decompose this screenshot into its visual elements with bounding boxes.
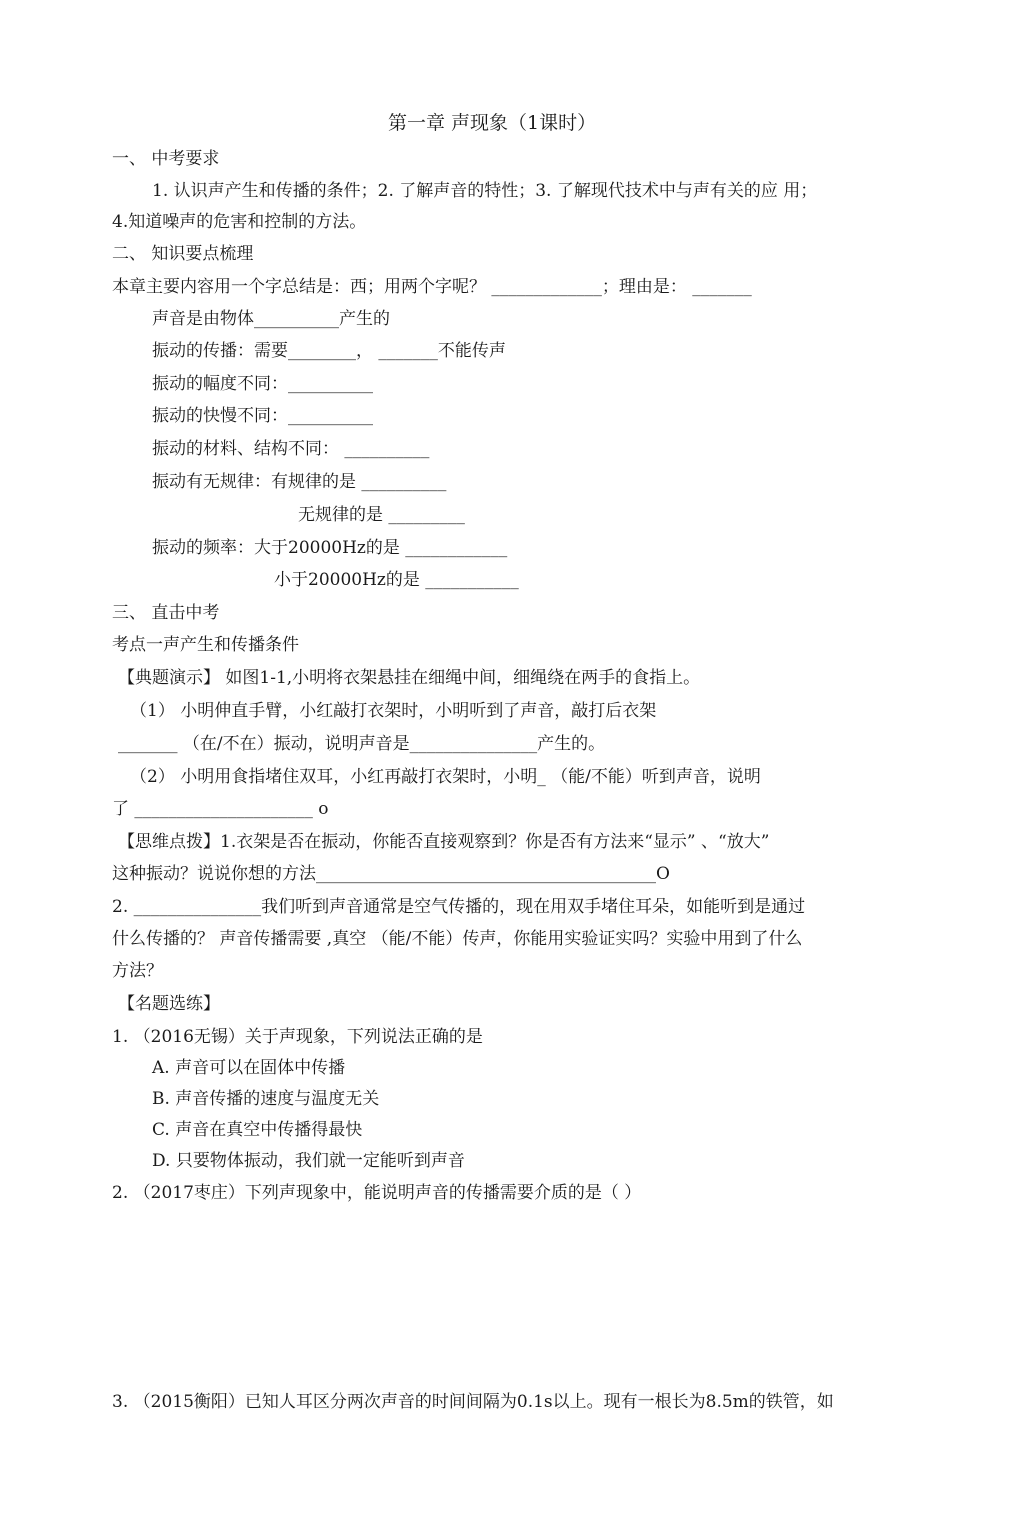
text-line: 无规律的是 _________	[298, 505, 465, 525]
text-line: 考点一声产生和传播条件	[112, 635, 299, 655]
section-heading: 二、 知识要点梳理	[112, 244, 254, 264]
question-line: 2. （2017枣庄）下列声现象中，能说明声音的传播需要介质的是（ ）	[112, 1183, 642, 1203]
option-line: C. 声音在真空中传播得最快	[152, 1120, 363, 1140]
text-line: 振动有无规律：有规律的是 __________	[152, 472, 447, 492]
text-line: 这种振动？说说你想的方法________________________________________O	[112, 864, 670, 884]
text-line: 了 _____________________ o	[112, 799, 329, 819]
text-line: 1. 认识声产生和传播的条件；2. 了解声音的特性；3. 了解现代技术中与声有关的应 用；	[152, 181, 818, 201]
question-line: 3. （2015衡阳）已知人耳区分两次声音的时间间隔为0.1s以上。现有一根长为8.5m的铁管，如	[112, 1392, 834, 1412]
text-line: 振动的传播：需要________， _______不能传声	[152, 341, 506, 361]
text-line: 方法？	[112, 961, 163, 981]
text-line: 小于20000Hz的是 ___________	[274, 570, 519, 590]
text-line: 声音是由物体__________产生的	[152, 309, 390, 329]
text-line: 本章主要内容用一个字总结是：西；用两个字呢？ _____________；理由是： _______	[112, 277, 752, 297]
page-title: 第一章 声现象（1课时）	[388, 112, 597, 134]
section-heading: 三、 直击中考	[112, 603, 220, 623]
text-line: 振动的频率：大于20000Hz的是 ____________	[152, 538, 508, 558]
section-heading: 【名题选练】	[118, 994, 220, 1014]
section-heading: 一、 中考要求	[112, 149, 220, 169]
text-line: 【典题演示】 如图1-1,小明将衣架悬挂在细绳中间，细绳绕在两手的食指上。	[118, 668, 701, 688]
option-line: A. 声音可以在固体中传播	[152, 1058, 346, 1078]
text-line: 【思维点拨】1.衣架是否在振动，你能否直接观察到？你是否有方法来“显示” 、“放大”	[118, 832, 770, 852]
text-line: 4.知道噪声的危害和控制的方法。	[112, 212, 367, 232]
text-line: 振动的快慢不同：__________	[152, 406, 373, 426]
text-line: 什么传播的？ 声音传播需要 ,真空 （能/不能）传声，你能用实验证实吗？实验中用到了什么	[112, 929, 803, 949]
option-line: B. 声音传播的速度与温度无关	[152, 1089, 380, 1109]
text-line: 2. _______________我们听到声音通常是空气传播的，现在用双手堵住耳朵，如能听到是通过	[112, 897, 806, 917]
text-line: _______ （在/不在）振动，说明声音是_______________产生的。	[118, 734, 606, 754]
text-line: 振动的材料、结构不同： __________	[152, 439, 430, 459]
text-line: 振动的幅度不同：__________	[152, 374, 373, 394]
option-line: D. 只要物体振动，我们就一定能听到声音	[152, 1151, 465, 1171]
question-line: 1. （2016无锡）关于声现象，下列说法正确的是	[112, 1027, 483, 1047]
text-line: （2） 小明用食指堵住双耳，小红再敲打衣架时，小明_ （能/不能）听到声音，说明	[130, 767, 761, 787]
text-line: （1） 小明伸直手臂，小红敲打衣架时，小明听到了声音，敲打后衣架	[130, 701, 657, 721]
